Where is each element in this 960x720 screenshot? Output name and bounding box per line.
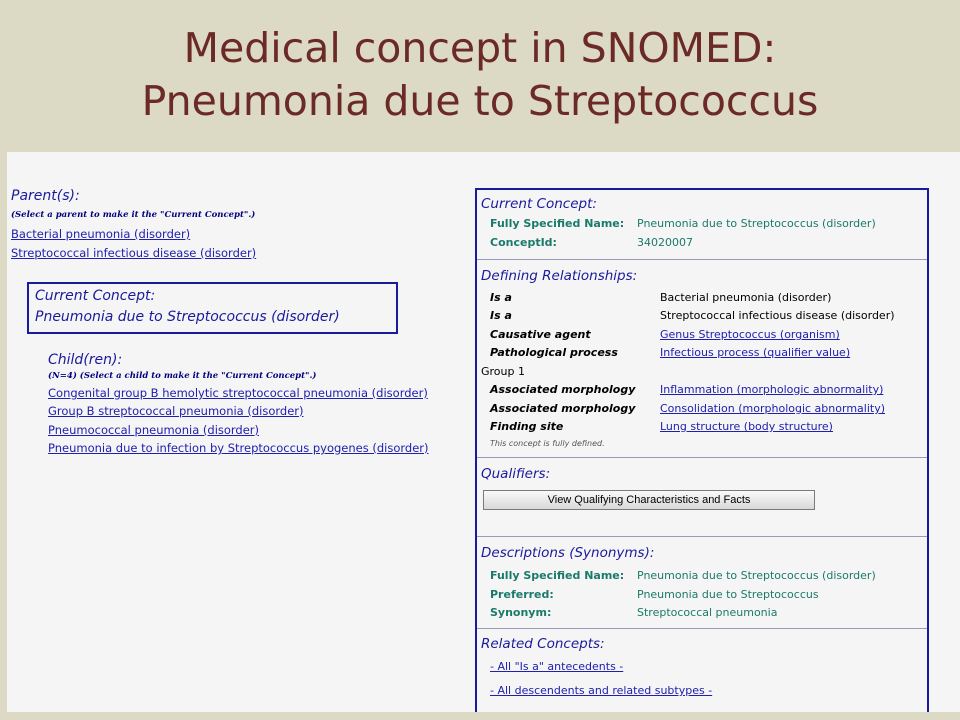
desc-fsn-value: Pneumonia due to Streptococcus (disorder) [637,569,876,582]
slide-title-line2: Pneumonia due to Streptococcus [141,77,819,125]
current-concept-box [27,282,398,334]
defining-heading: Defining Relationships: [481,268,638,284]
parents-heading: Parent(s): [11,188,80,204]
desc-fsn-label: Fully Specified Name: [490,569,625,582]
divider [477,457,927,458]
children-hint: (N=4) (Select a child to make it the "Current Concept".) [48,371,317,381]
fsn-value: Pneumonia due to Streptococcus (disorder) [637,217,876,230]
rel-label-pathological-process: Pathological process [490,346,618,359]
rel-value: Streptococcal infectious disease (disorder) [660,309,895,322]
rel-label-is-a: Is a [490,291,512,304]
parent-link-1[interactable]: Bacterial pneumonia (disorder) [11,227,191,241]
rel-link-causative-agent[interactable]: Genus Streptococcus (organism) [660,328,840,341]
slide-title-line1: Medical concept in SNOMED: [183,24,777,72]
child-link-2[interactable]: Group B streptococcal pneumonia (disorder) [48,404,304,418]
concept-id-label: ConceptId: [490,236,557,249]
divider [477,628,927,629]
rel-value: Bacterial pneumonia (disorder) [660,291,832,304]
current-concept-value: Pneumonia due to Streptococcus (disorder) [35,309,340,325]
rel-link-morphology[interactable]: Inflammation (morphologic abnormality) [660,383,884,396]
related-heading: Related Concepts: [481,636,605,652]
fsn-label: Fully Specified Name: [490,217,625,230]
slide-title [0,22,960,128]
descriptions-heading: Descriptions (Synonyms): [481,545,655,561]
divider [477,536,927,537]
rel-label-morphology: Associated morphology [490,402,636,415]
parent-link-2[interactable]: Streptococcal infectious disease (disorder) [11,246,257,260]
desc-synonym-value: Streptococcal pneumonia [637,606,778,619]
child-link-3[interactable]: Pneumococcal pneumonia (disorder) [48,423,260,437]
rel-label-finding-site: Finding site [490,420,564,433]
desc-preferred-value: Pneumonia due to Streptococcus [637,588,819,601]
parents-hint: (Select a parent to make it the "Current Concept".) [11,210,256,220]
rel-link-pathological-process[interactable]: Infectious process (qualifier value) [660,346,851,359]
qualifiers-heading: Qualifiers: [481,466,551,482]
child-link-1[interactable]: Congenital group B hemolytic streptococcal pneumonia (disorder) [48,386,428,400]
divider [477,259,927,260]
rel-link-morphology[interactable]: Consolidation (morphologic abnormality) [660,402,885,415]
rel-label-morphology: Associated morphology [490,383,636,396]
descendents-link[interactable]: - All descendents and related subtypes - [490,684,713,697]
concept-id-value: 34020007 [637,236,693,249]
rel-link-finding-site[interactable]: Lung structure (body structure) [660,420,833,433]
panel-current-heading: Current Concept: [481,196,597,212]
child-link-4[interactable]: Pneumonia due to infection by Streptococcus pyogenes (disorder) [48,441,429,455]
snomed-browser-screenshot [7,152,960,712]
fully-defined-note: This concept is fully defined. [490,439,605,448]
antecedents-link[interactable]: - All "Is a" antecedents - [490,660,624,673]
desc-synonym-label: Synonym: [490,606,552,619]
rel-label-causative-agent: Causative agent [490,328,591,341]
desc-preferred-label: Preferred: [490,588,554,601]
view-qualifying-button[interactable]: View Qualifying Characteristics and Facts [483,490,815,510]
current-concept-heading: Current Concept: [35,288,156,304]
rel-label-is-a: Is a [490,309,512,322]
children-heading: Child(ren): [48,352,123,368]
group-label: Group 1 [481,365,525,378]
concept-detail-panel [475,188,929,712]
